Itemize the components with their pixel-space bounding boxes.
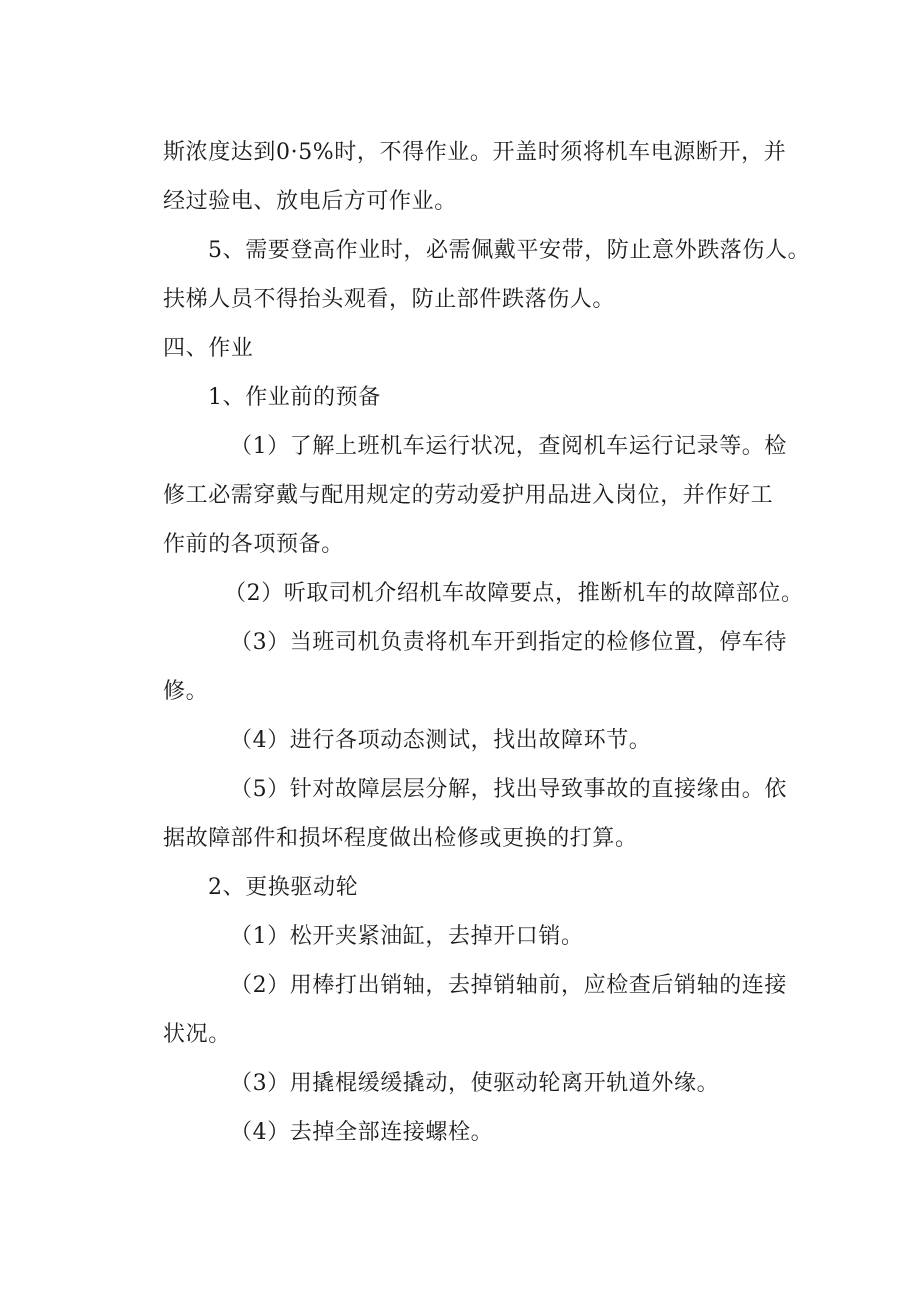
- text-line: （3）用撬棍缓缓撬动，使驱动轮离开轨道外缘。: [230, 1071, 720, 1096]
- text-line: 修工必需穿戴与配用规定的劳动爱护用品进入岗位，并作好工: [163, 483, 774, 508]
- text-line: （2）用棒打出销轴，去掉销轴前，应检查后销轴的连接: [230, 973, 787, 998]
- text-line: （1）了解上班机车运行状况，查阅机车运行记录等。检: [230, 434, 787, 459]
- text-line: 修。: [163, 679, 209, 704]
- text-line: 扶梯人员不得抬头观看，防止部件跌落伤人。: [163, 287, 616, 312]
- text-line: （4）进行各项动态测试，找出故障环节。: [230, 728, 652, 753]
- text-line: 状况。: [163, 1022, 231, 1047]
- subsection-heading: 1、作业前的预备: [208, 385, 381, 410]
- text-line: 作前的各项预备。: [163, 532, 344, 557]
- text-line: 据故障部件和损坏程度做出检修或更换的打算。: [163, 826, 638, 851]
- text-line: （4）去掉全部连接螺栓。: [230, 1120, 494, 1145]
- text-line: （2）听取司机介绍机车故障要点，推断机车的故障部位。: [224, 581, 804, 606]
- text-line: 5、需要登高作业时，必需佩戴平安带，防止意外跌落伤人。: [208, 238, 811, 263]
- text-line: 斯浓度达到0·5%时，不得作业。开盖时须将机车电源断开，并: [163, 140, 787, 165]
- text-line: 经过验电、放电后方可作业。: [163, 189, 457, 214]
- text-line: （5）针对故障层层分解，找出导致事故的直接缘由。依: [230, 777, 787, 802]
- subsection-heading: 2、更换驱动轮: [208, 875, 359, 900]
- text-line: （3）当班司机负责将机车开到指定的检修位置，停车待: [230, 630, 787, 655]
- text-line: （1）松开夹紧油缸，去掉开口销。: [230, 924, 584, 949]
- section-heading: 四、作业: [163, 336, 254, 361]
